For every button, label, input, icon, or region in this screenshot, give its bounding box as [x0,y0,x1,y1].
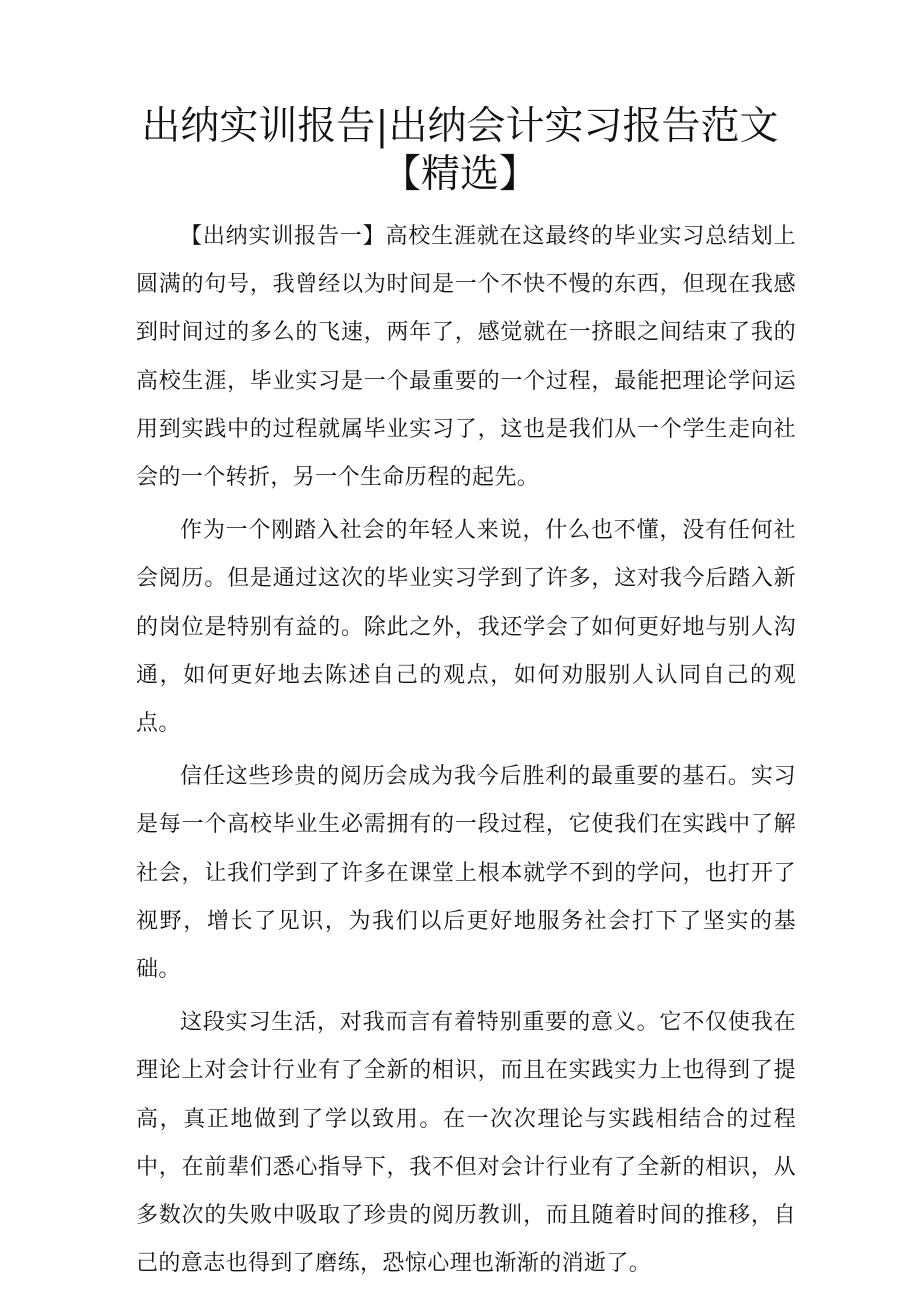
paragraph-4: 这段实习生活，对我而言有着特别重要的意义。它不仅使我在理论上对会计行业有了全新的相识，而且在实践实力上也得到了提高，真正地做到了学以致用。在一次次理论与实践相结合的过程中，在前辈们悉心指导下，我不但对会计行业有了全新的相识，从多数次的失败中吸取了珍贵的阅历教训，而且随着时间的推移，自己的意志也得到了磨练，恐惊心理也渐渐的消逝了。 [136,1010,796,1277]
paragraph-3: 信任这些珍贵的阅历会成为我今后胜利的最重要的基石。实习是每一个高校毕业生必需拥有的一段过程，它使我们在实践中了解社会，让我们学到了许多在课堂上根本就学不到的学问，也打开了视野，增长了见识，为我们以后更好地服务社会打下了坚实的基础。 [136,764,796,983]
paragraph-1: 【出纳实训报告一】高校生涯就在这最终的毕业实习总结划上圆满的句号，我曾经以为时间是一个不快不慢的东西，但现在我感到时间过的多么的飞速，两年了，感觉就在一挤眼之间结束了我的高校生涯，毕业实习是一个最重要的一个过程，最能把理论学问运用到实践中的过程就属毕业实习了，这也是我们从一个学生走向社会的一个转折，另一个生命历程的起先。 [136,224,796,491]
document-title-line-1: 出纳实训报告|出纳会计实习报告范文 [141,104,779,149]
document-body [136,213,796,1288]
paragraph-2: 作为一个刚踏入社会的年轻人来说，什么也不懂，没有任何社会阅历。但是通过这次的毕业实习学到了许多，这对我今后踏入新的岗位是特别有益的。除此之外，我还学会了如何更好地与别人沟通，如何更好地去陈述自己的观点，如何劝服别人认同自己的观点。 [136,518,796,737]
document-title-line-2: 【精选】 [381,152,538,197]
